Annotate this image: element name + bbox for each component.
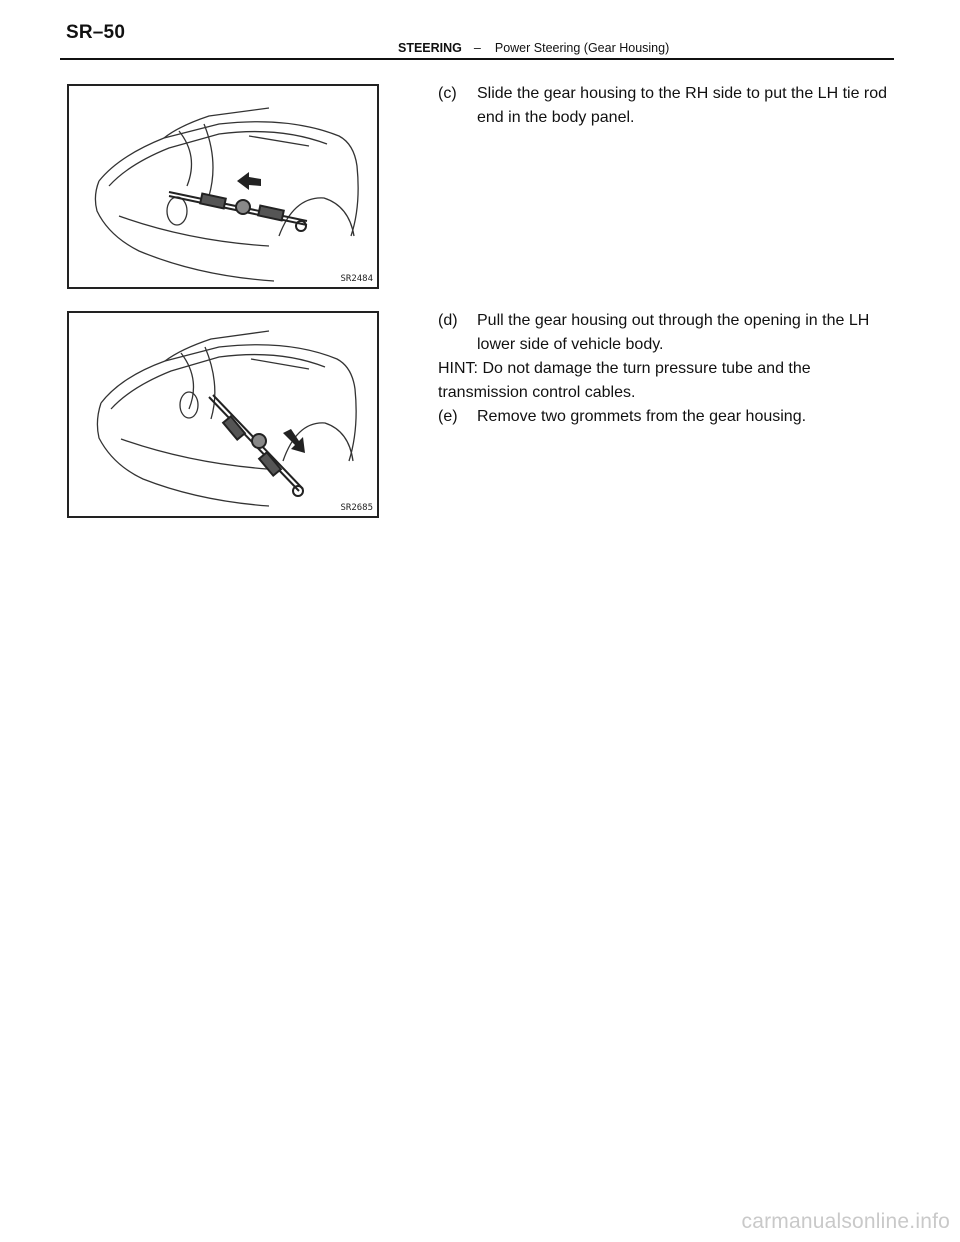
step-d: [438, 309, 888, 357]
vehicle-underbody-illustration: [69, 313, 379, 518]
subsection-title: Power Steering (Gear Housing): [494, 41, 670, 55]
hint-note: HINT: Do not damage the turn pressure tube and the transmission control cables.: [438, 360, 811, 401]
watermark: carmanualsonline.info: [741, 1210, 950, 1233]
header-separator: –: [473, 41, 481, 55]
step-e: [438, 405, 888, 429]
step-label: (e): [438, 408, 458, 425]
figure-slide-gear-housing: [67, 84, 379, 289]
direction-arrow: [283, 429, 305, 453]
direction-arrow: [237, 172, 261, 190]
step-d-block: [438, 309, 888, 429]
step-text: Remove two grommets from the gear housing.: [477, 408, 807, 425]
step-c-block: [438, 82, 888, 130]
figure-pull-gear-housing: [67, 311, 379, 518]
running-header: [398, 41, 669, 55]
figure-code: SR2685: [340, 503, 373, 513]
vehicle-underbody-illustration: [69, 86, 379, 289]
step-text: Pull the gear housing out through the opening in the LH lower side of vehicle body.: [477, 312, 870, 353]
step-label: (c): [438, 85, 457, 102]
section-title: STEERING: [398, 41, 462, 55]
figure-code: SR2484: [340, 274, 373, 284]
step-label: (d): [438, 312, 458, 329]
header-rule: [60, 58, 894, 60]
step-text: Slide the gear housing to the RH side to put the LH tie rod end in the body panel.: [477, 85, 888, 126]
page-number: SR–50: [66, 22, 126, 43]
step-c: [438, 82, 888, 130]
